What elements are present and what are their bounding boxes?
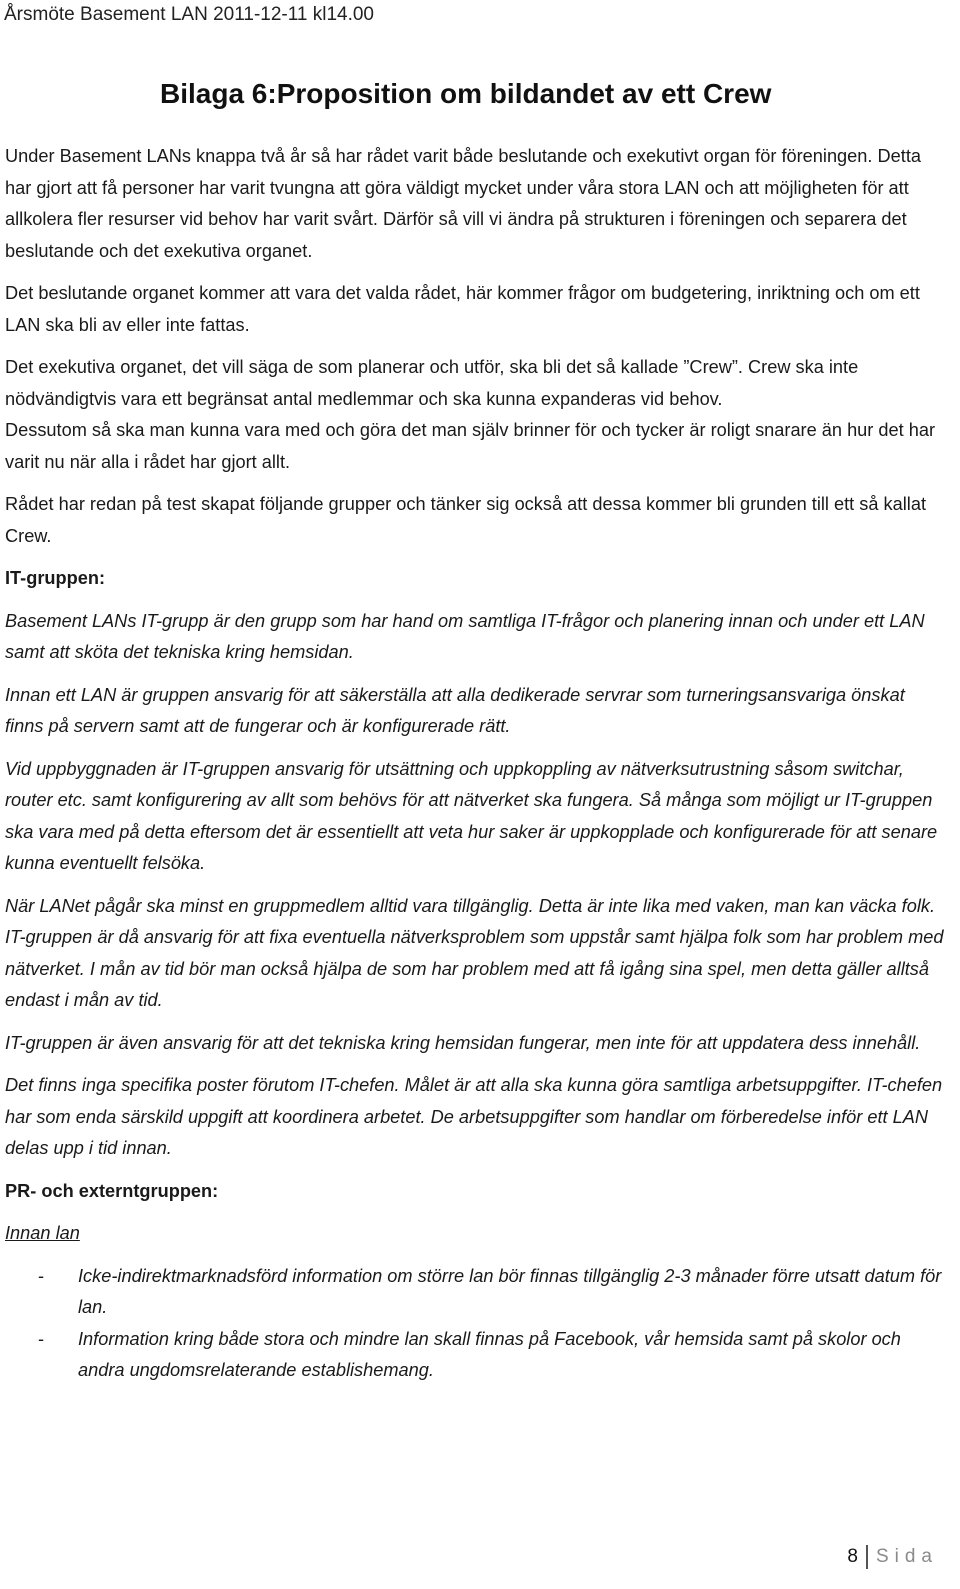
list-item-text: Information kring både stora och mindre lan skall finnas på Facebook, vår hemsida samt på skolor och andra ungdomsrelaterande establishemang. <box>78 1328 901 1380</box>
intro-paragraph-2: Det beslutande organet kommer att vara det valda rådet, här kommer frågor om budgetering, inriktning och om ett LAN ska bli av eller inte fattas. <box>5 283 920 335</box>
list-item <box>5 1261 945 1324</box>
it-group-paragraph-2: Innan ett LAN är gruppen ansvarig för att säkerställa att alla dedikerade servrar som turneringsansvariga önskat finns på servern samt att de fungerar och är konfigurerade rätt. <box>5 684 905 736</box>
footer-separator <box>866 1545 868 1569</box>
intro-paragraph-3: Det exekutiva organet, det vill säga de som planerar och utför, ska bli det så kallade ”Crew”. Crew ska inte nödvändigtvis vara ett begränsat antal medlemmar och ska kunna expanderas vid behov. <box>5 357 859 409</box>
it-group-paragraph-5: IT-gruppen är även ansvarig för att det tekniska kring hemsidan fungerar, men inte för att uppdatera dess innehåll. <box>5 1032 921 1053</box>
it-group-paragraph-4: När LANet pågår ska minst en gruppmedlem alltid vara tillgänglig. Detta är inte lika med vaken, man kan väcka folk. IT-gruppen är då ansvarig för att fixa eventuella nätverksproblem som uppstår samt hjälpa folk som har problem med nätverket. I mån av tid bör man också hjälpa de som har problem med att få igång sina spel, men detta gäller alltså endast i mån av tid. <box>5 895 944 1010</box>
intro-paragraph-5: Rådet har redan på test skapat följande grupper och tänker sig också att dessa kommer bli grunden till ett så kallat Crew. <box>5 494 926 546</box>
pr-group-subheading: Innan lan <box>5 1223 80 1243</box>
it-group-paragraph-3: Vid uppbyggnaden är IT-gruppen ansvarig för utsättning och uppkoppling av nätverksutrustning såsom switchar, router etc. samt konfigurering av allt som behövs för att nätverket ska fungera. Så många som möjligt ur IT-gruppen ska vara med på detta eftersom det är essentiellt att veta hur saker är uppkopplade och konfigurerade för att senare kunna eventuellt felsöka. <box>5 758 938 873</box>
bullet-dash: - <box>38 1328 45 1349</box>
page-footer <box>847 1543 938 1571</box>
it-group-paragraph-6: Det finns inga specifika poster förutom IT-chefen. Målet är att alla ska kunna göra samtliga arbetsuppgifter. IT-chefen har som enda särskild uppgift att koordinera arbetet. De arbetsuppgifter som handlar om förberedelse inför ett LAN delas upp i tid innan. <box>5 1075 943 1158</box>
page-label: Sida <box>875 1546 938 1567</box>
list-item <box>5 1324 945 1387</box>
bullet-dash: - <box>38 1265 45 1286</box>
it-group-heading: IT-gruppen: <box>5 568 106 588</box>
list-item-text: Icke-indirektmarknadsförd information om större lan bör finnas tillgänglig 2-3 månader förre utsatt datum för lan. <box>78 1265 942 1317</box>
intro-paragraph-4: Dessutom så ska man kunna vara med och göra det man själv brinner för och tycker är roligt snarare än hur det har varit nu när alla i rådet har gjort allt. <box>5 420 936 472</box>
intro-paragraph-1: Under Basement LANs knappa två år så har rådet varit både beslutande och exekutivt organ för föreningen. Detta har gjort att få personer har varit tvungna att göra väldigt mycket under våra stora LAN och att möjligheten för att allkolera fler resurser vid behov har varit svårt. Därför så vill vi ändra på strukturen i föreningen och separera det beslutande och det exekutiva organet. <box>5 146 921 261</box>
document-body <box>5 141 945 1387</box>
document-title: Bilaga 6:Proposition om bildandet av ett Crew <box>160 78 772 109</box>
it-group-paragraph-1: Basement LANs IT-grupp är den grupp som har hand om samtliga IT-frågor och planering innan och under ett LAN samt att sköta det tekniska kring hemsidan. <box>5 610 925 662</box>
page-number: 8 <box>847 1546 858 1567</box>
pr-group-heading: PR- och externtgruppen: <box>5 1180 219 1201</box>
page-header: Årsmöte Basement LAN 2011-12-11 kl14.00 <box>4 4 374 25</box>
